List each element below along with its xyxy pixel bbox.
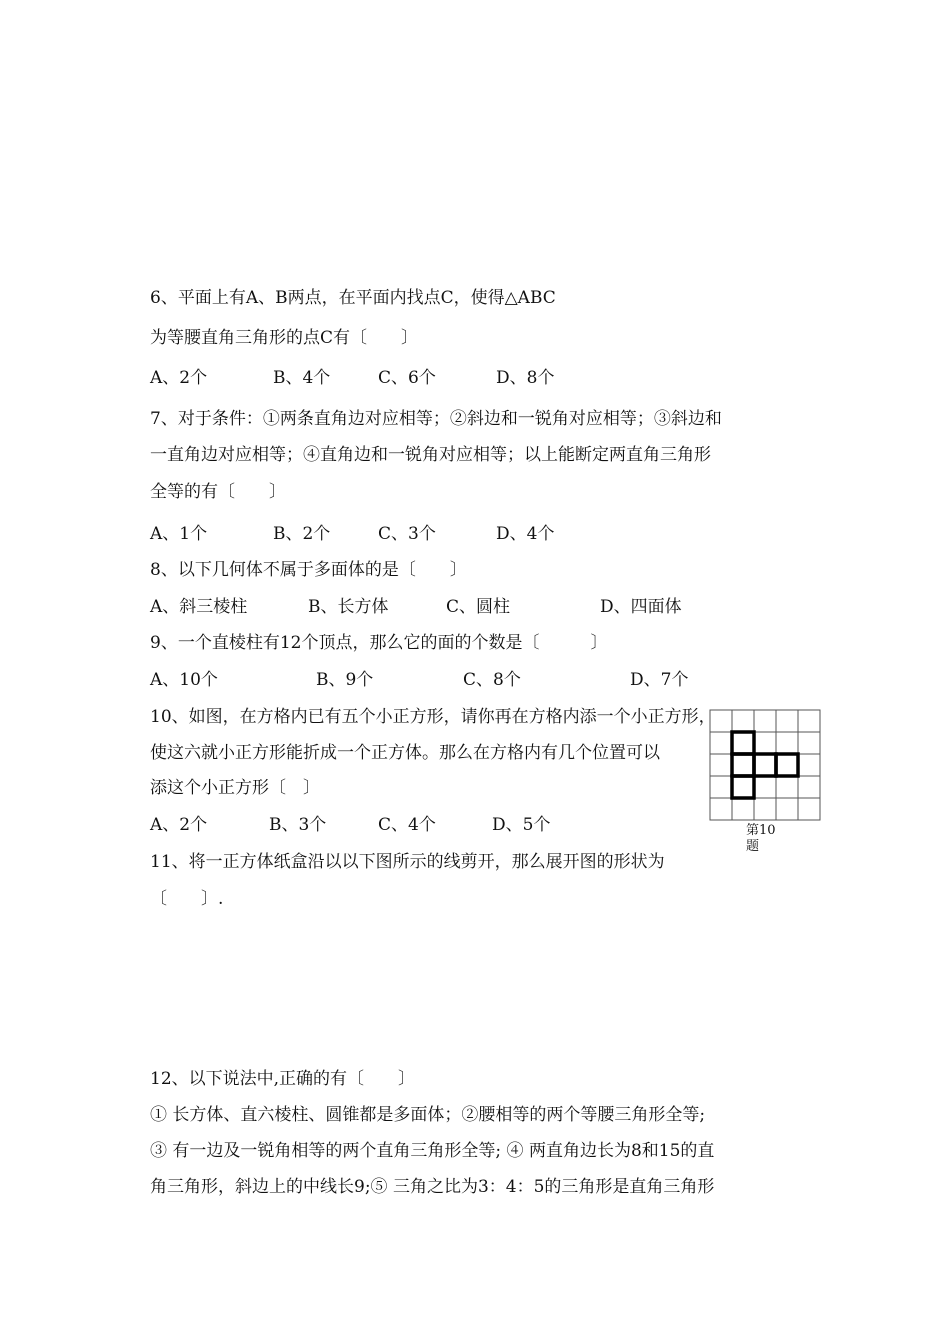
q6-option-a: A、2个	[150, 368, 208, 388]
q8-option-d: D、四面体	[600, 597, 682, 617]
q10-line2: 使这六就小正方形能折成一个正方体。那么在方格内有几个位置可以	[150, 743, 660, 763]
q12-line1: 12、以下说法中,正确的有〔 〕	[150, 1069, 416, 1089]
q10-figure-caption-1: 第10	[746, 823, 776, 838]
q10-option-c: C、4个	[378, 815, 436, 835]
q9-option-b: B、9个	[316, 670, 374, 690]
q6-line1: 6、平面上有A、B两点，在平面内找点C，使得△ABC	[150, 288, 556, 308]
q12-line3: ③ 有一边及一锐角相等的两个直角三角形全等; ④ 两直角边长为8和15的直	[150, 1141, 715, 1161]
q11-line2: 〔 〕.	[150, 889, 224, 909]
bold-square-5	[776, 754, 798, 776]
q11-line1: 11、将一正方体纸盒沿以以下图所示的线剪开，那么展开图的形状为	[150, 852, 665, 872]
q6-option-d: D、8个	[496, 368, 555, 388]
q7-option-d: D、4个	[496, 524, 555, 544]
q7-line3: 全等的有〔 〕	[150, 482, 286, 502]
q7-option-b: B、2个	[273, 524, 331, 544]
q8-option-b: B、长方体	[308, 597, 389, 617]
q9-option-a: A、10个	[150, 670, 218, 690]
q6-option-b: B、4个	[273, 368, 331, 388]
q9-option-d: D、7个	[630, 670, 689, 690]
q12-line4: 角三角形，斜边上的中线长9;⑤ 三角之比为3：4：5的三角形是直角三角形	[150, 1177, 715, 1197]
q10-line1: 10、如图，在方格内已有五个小正方形，请你再在方格内添一个小正方形，	[150, 707, 716, 727]
q10-figure-caption-2: 题	[746, 839, 760, 854]
q12-line2: ① 长方体、直六棱柱、圆锥都是多面体；②腰相等的两个等腰三角形全等;	[150, 1105, 706, 1125]
q10-option-b: B、3个	[269, 815, 327, 835]
q10-option-d: D、5个	[492, 815, 551, 835]
q7-line2: 一直角边对应相等；④直角边和一锐角对应相等；以上能断定两直角三角形	[150, 445, 711, 465]
bold-square-4	[754, 754, 776, 776]
q6-line2: 为等腰直角三角形的点C有〔 〕	[150, 328, 419, 348]
q7-line1: 7、对于条件：①两条直角边对应相等；②斜边和一锐角对应相等；③斜边和	[150, 409, 722, 429]
bold-squares	[732, 732, 798, 798]
bold-square-2	[732, 754, 754, 776]
q6-option-c: C、6个	[378, 368, 436, 388]
grid-lines	[710, 710, 820, 820]
bold-square-3	[732, 776, 754, 798]
q9-line1: 9、一个直棱柱有12个顶点，那么它的面的个数是〔 〕	[150, 633, 608, 653]
q9-option-c: C、8个	[463, 670, 521, 690]
q7-option-a: A、1个	[150, 524, 208, 544]
q10-option-a: A、2个	[150, 815, 208, 835]
q7-option-c: C、3个	[378, 524, 436, 544]
q8-option-a: A、斜三棱柱	[150, 597, 248, 617]
q10-grid-figure	[709, 709, 821, 821]
q8-line1: 8、以下几何体不属于多面体的是〔 〕	[150, 560, 467, 580]
q8-option-c: C、圆柱	[446, 597, 511, 617]
bold-square-1	[732, 732, 754, 754]
q10-line3: 添这个小正方形〔 〕	[150, 778, 320, 798]
